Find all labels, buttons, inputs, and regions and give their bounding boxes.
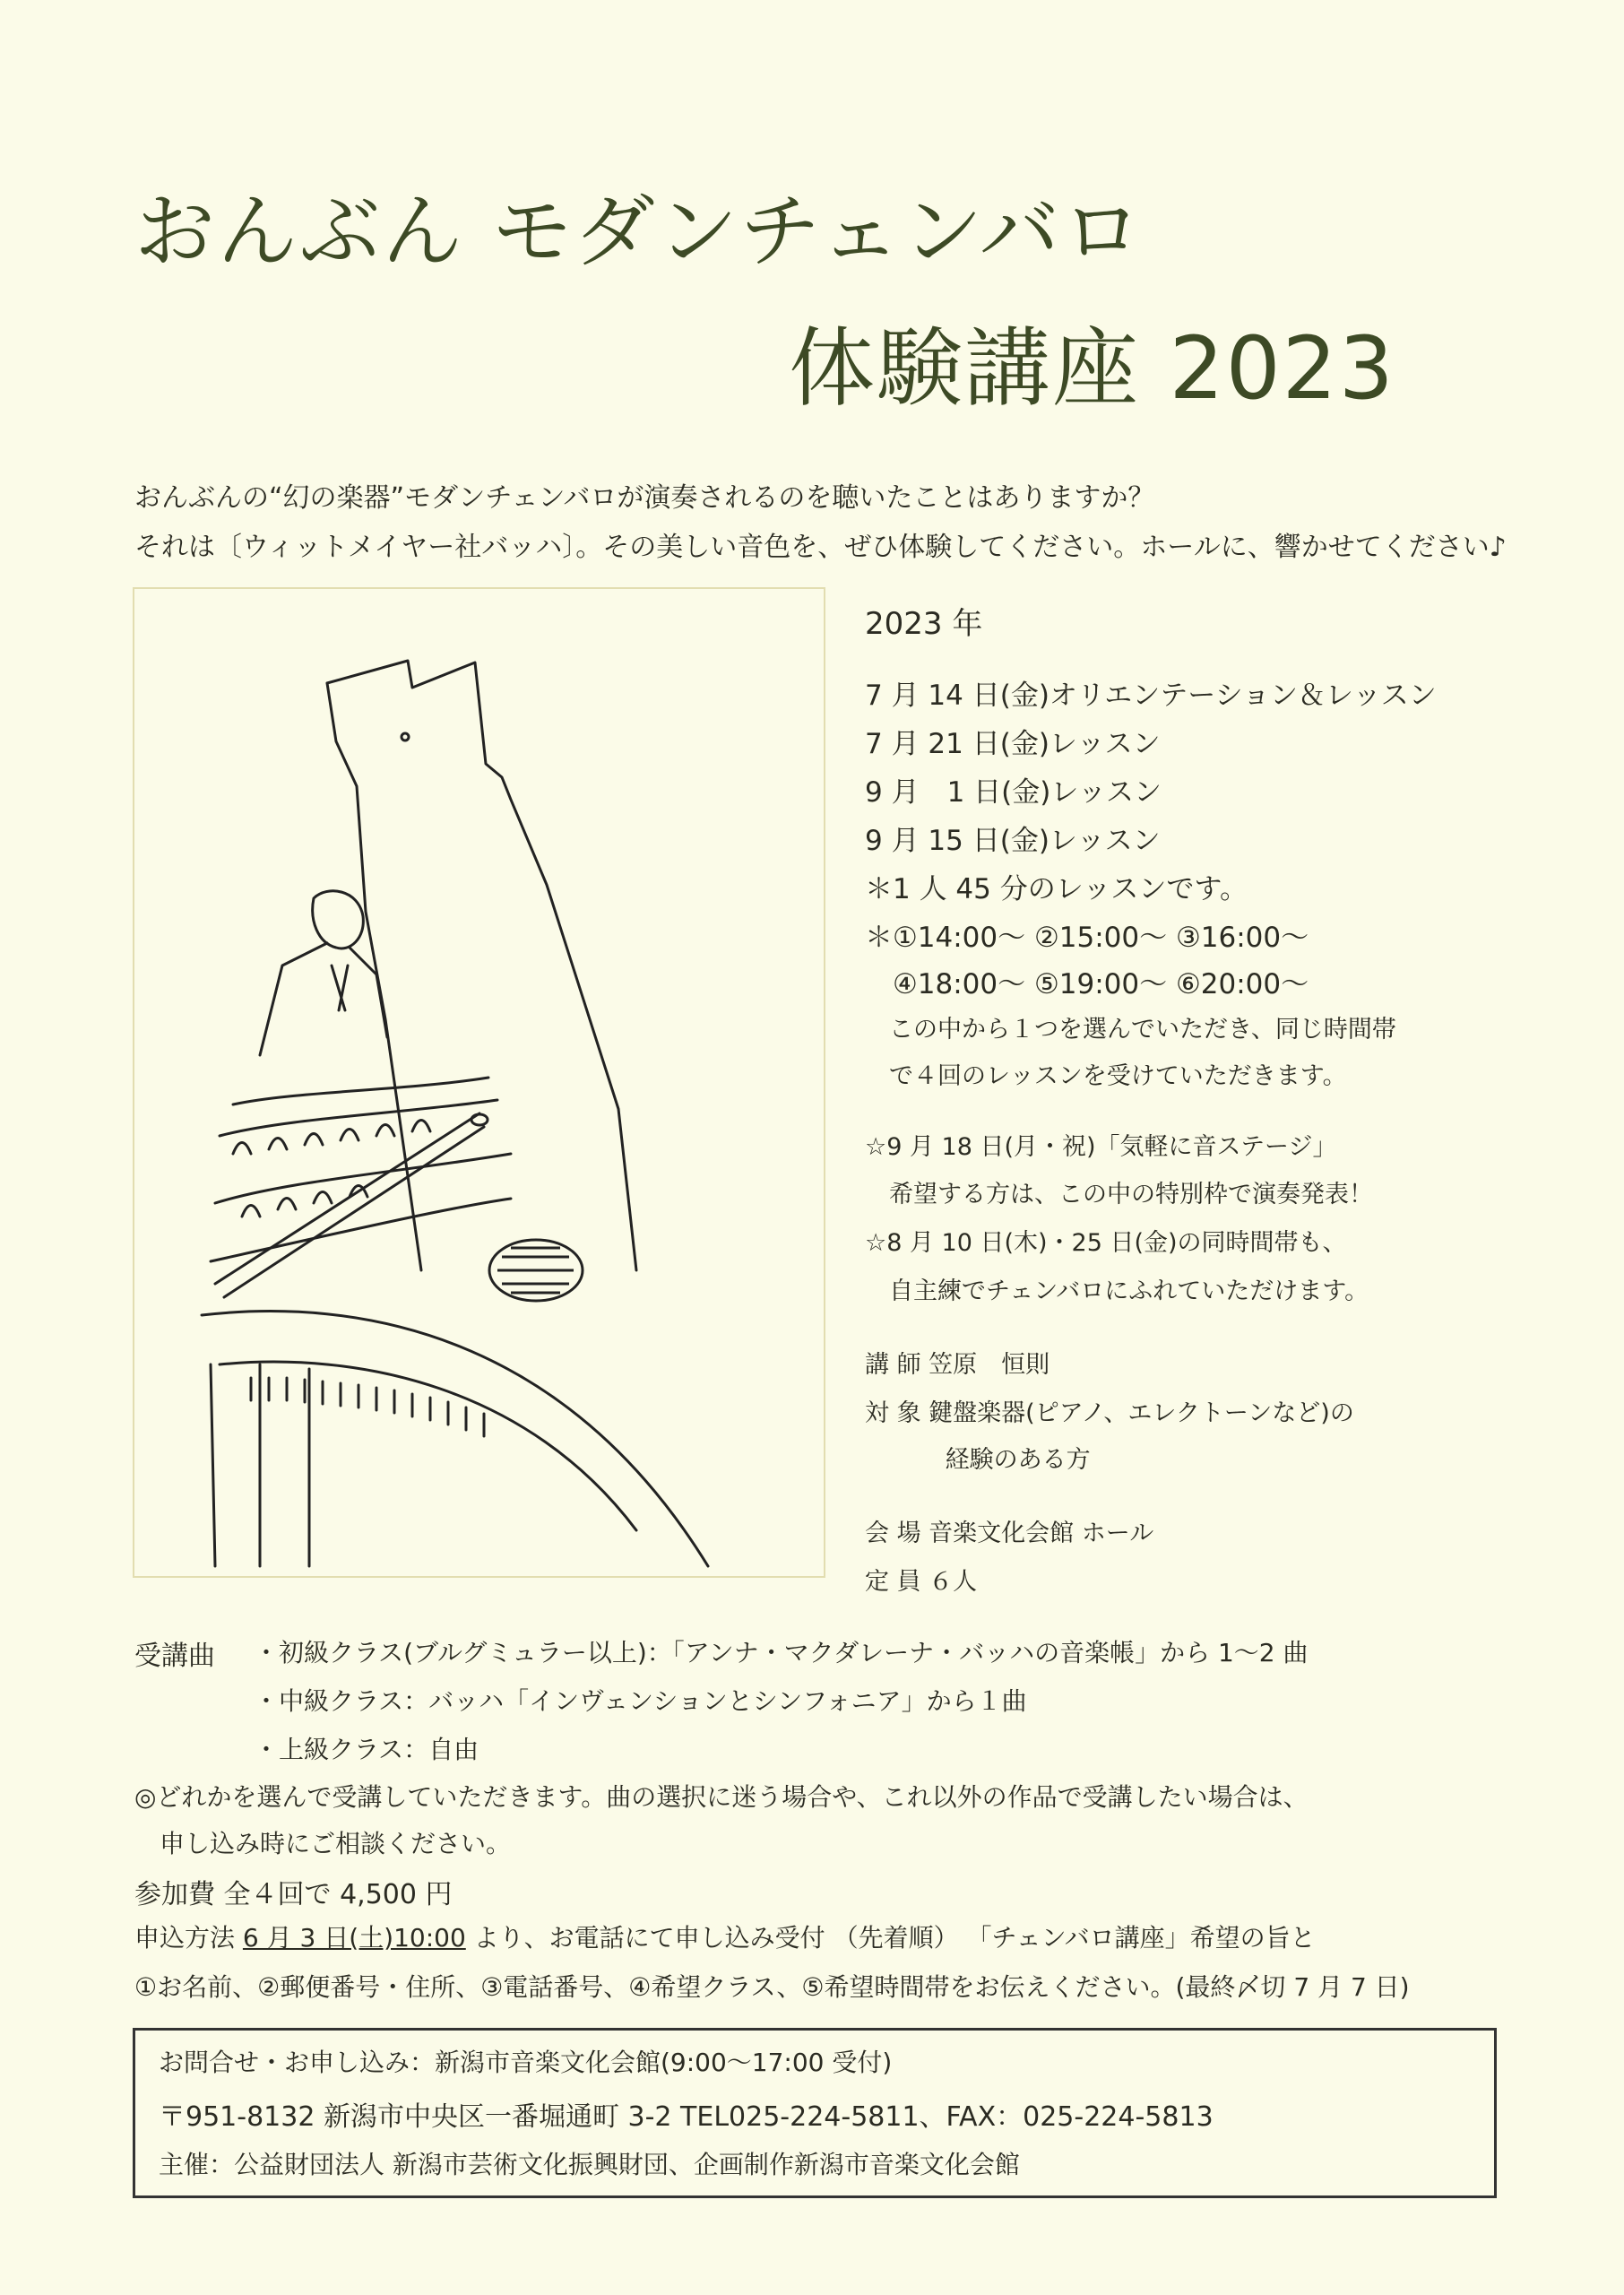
harpsichord-illustration xyxy=(133,587,825,1578)
intro-line-2: それは〔ウィットメイヤー社バッハ〕。その美しい音色を、ぜひ体験してください。ホールに、響かせてください♪ xyxy=(134,532,1507,563)
schedule-note-5: で４回のレッスンを受けていただきます。 xyxy=(865,1062,1347,1090)
apply-suffix: より、お電話にて申し込み受付 （先着順） 「チェンバロ講座」希望の旨と xyxy=(465,1923,1316,1953)
schedule-date-4: 9 月 15 日(金)レッスン xyxy=(865,825,1161,857)
schedule-note-2: ＊①14:00～ ②15:00～ ③16:00～ xyxy=(865,922,1309,954)
apply-prefix: 申込方法 xyxy=(134,1923,243,1953)
contact-inquiry: お問合せ・お申し込み：新潟市音楽文化会館(9:00～17:00 受付) xyxy=(159,2048,893,2077)
schedule-date-3: 9 月 1 日(金)レッスン xyxy=(865,776,1162,809)
intro-line-1: おんぶんの“幻の楽器”モダンチェンバロが演奏されるのを聴いたことはありますか？ xyxy=(134,482,1155,514)
apply-line-2: ①お名前、②郵便番号・住所、③電話番号、④希望クラス、⑤希望時間帯をお伝えください。(最終〆切 7 月 7 日) xyxy=(134,1972,1410,2002)
harpsichord-sketch-icon xyxy=(134,589,824,1576)
course-advanced: ・上級クラス：自由 xyxy=(254,1735,479,1764)
extra-3: ☆8 月 10 日(木)・25 日(金)の同時間帯も、 xyxy=(865,1229,1347,1257)
title-line-1: おんぶん モダンチェンバロ xyxy=(134,185,1145,279)
schedule-date-2: 7 月 21 日(金)レッスン xyxy=(865,728,1161,760)
schedule-year: 2023 年 xyxy=(865,606,983,642)
extra-2: 希望する方は、この中の特別枠で演奏発表！ xyxy=(865,1181,1373,1208)
extra-4: 自主練でチェンバロにふれていただけます。 xyxy=(865,1277,1369,1305)
course-beginner: ・初級クラス(ブルグミュラー以上)：「アンナ・マクダレーナ・バッハの音楽帳」から 1～2 曲 xyxy=(254,1638,1309,1667)
title-line-2: 体験講座 2023 xyxy=(789,318,1395,419)
fee: 参加費 全４回で 4,500 円 xyxy=(134,1879,453,1910)
extra-1: ☆9 月 18 日(月・祝)「気軽に音ステージ」 xyxy=(865,1133,1337,1161)
courses-note-1: ◎どれかを選んで受講していただきます。曲の選択に迷う場合や、これ以外の作品で受講したい場合は、 xyxy=(134,1782,1309,1812)
detail-target: 対 象 鍵盤楽器(ピアノ、エレクトーンなど)の xyxy=(865,1399,1354,1427)
courses-label: 受講曲 xyxy=(134,1641,215,1672)
detail-instructor: 講 師 笠原 恒則 xyxy=(865,1351,1050,1379)
schedule-note-3: ④18:00～ ⑤19:00～ ⑥20:00～ xyxy=(865,968,1309,1000)
apply-date: 6 月 3 日(土)10:00 xyxy=(242,1923,466,1953)
contact-organizer: 主催：公益財団法人 新潟市芸術文化振興財団、企画制作新潟市音楽文化会館 xyxy=(159,2150,1020,2179)
contact-address: 〒951-8132 新潟市中央区一番堀通町 3-2 TEL025-224-5811、FAX：025-224-5813 xyxy=(159,2101,1214,2133)
course-intermediate: ・中級クラス：バッハ「インヴェンションとシンフォニア」から１曲 xyxy=(254,1686,1027,1716)
apply-line-1 xyxy=(134,1918,1316,1954)
detail-capacity: 定 員 ６人 xyxy=(865,1568,978,1596)
schedule-date-1: 7 月 14 日(金)オリエンテーション＆レッスン xyxy=(865,680,1437,712)
courses-note-2: 申し込み時にご相談ください。 xyxy=(134,1829,512,1858)
schedule-note-4: この中から１つを選んでいただき、同じ時間帯 xyxy=(865,1016,1396,1044)
detail-target-2: 経験のある方 xyxy=(865,1446,1091,1474)
detail-venue: 会 場 音楽文化会館 ホール xyxy=(865,1520,1154,1547)
schedule-note-1: ＊1 人 45 分のレッスンです。 xyxy=(865,873,1248,905)
contact-box xyxy=(133,2028,1497,2198)
